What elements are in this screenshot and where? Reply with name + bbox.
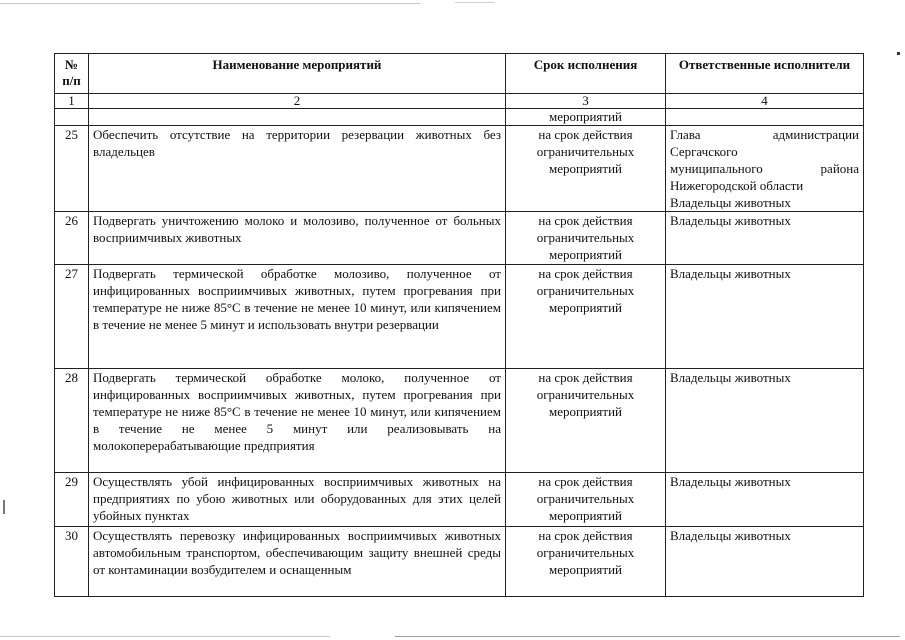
- header-resp: Ответственные исполнители: [666, 54, 864, 94]
- column-number: 2: [89, 94, 506, 109]
- scan-artifact-mark: [3, 500, 5, 514]
- row-resp: Владельцы животных: [666, 369, 864, 473]
- resp-line: Владельцы животных: [670, 195, 791, 210]
- resp-line: Глава администрации: [670, 127, 859, 142]
- row-term: мероприятий: [506, 109, 666, 126]
- row-term: на срок действия ограничительных мероприятий: [506, 473, 666, 527]
- row-term: на срок действия ограничительных мероприятий: [506, 212, 666, 265]
- column-number: 3: [506, 94, 666, 109]
- row-num: 30: [55, 527, 89, 597]
- row-resp: Владельцы животных: [666, 473, 864, 527]
- row-name: Обеспечить отсутствие на территории резервации животных без владельцев: [89, 126, 506, 212]
- row-term: на срок действия ограничительных мероприятий: [506, 265, 666, 369]
- scan-artifact-line: [0, 3, 420, 4]
- table-row: [55, 473, 864, 527]
- row-num: 29: [55, 473, 89, 527]
- table-row: [55, 369, 864, 473]
- table-row: [55, 126, 864, 212]
- row-name: Осуществлять убой инфицированных восприимчивых животных на предприятиях по убою животных или оборудованных для этих целей убойных пунктах: [89, 473, 506, 527]
- row-term: на срок действия ограничительных мероприятий: [506, 126, 666, 212]
- table-row: [55, 527, 864, 597]
- table-header-row: [55, 54, 864, 94]
- header-num: № п/п: [55, 54, 89, 94]
- row-num: 26: [55, 212, 89, 265]
- row-num: [55, 109, 89, 126]
- continuation-row: [55, 109, 864, 126]
- table-row: [55, 265, 864, 369]
- scan-artifact-mark: [897, 52, 900, 55]
- measures-table: [54, 53, 864, 597]
- row-resp: Владельцы животных: [666, 527, 864, 597]
- resp-line: Сергачского: [670, 144, 738, 159]
- table-row: [55, 212, 864, 265]
- scan-artifact-line: [0, 636, 330, 637]
- row-resp: [666, 109, 864, 126]
- column-number-row: [55, 94, 864, 109]
- scan-artifact-line: [455, 2, 495, 3]
- column-number: 4: [666, 94, 864, 109]
- resp-line: Нижегородской области: [670, 178, 804, 193]
- row-term: на срок действия ограничительных мероприятий: [506, 527, 666, 597]
- row-num: 25: [55, 126, 89, 212]
- scan-artifact-line: [395, 636, 900, 637]
- row-num: 28: [55, 369, 89, 473]
- row-resp: Владельцы животных: [666, 212, 864, 265]
- row-name: [89, 109, 506, 126]
- header-term: Срок исполнения: [506, 54, 666, 94]
- row-num: 27: [55, 265, 89, 369]
- row-resp: Владельцы животных: [666, 265, 864, 369]
- row-name: Подвергать термической обработке молоко, полученное от инфицированных восприимчивых животных, путем прогревания при температуре не ниже 85°С в течение не менее 10 минут, или кипячением в течение не менее 5 минут или реализовывать на молокоперерабатывающие предприятия: [89, 369, 506, 473]
- row-term: на срок действия ограничительных мероприятий: [506, 369, 666, 473]
- row-resp: [666, 126, 864, 212]
- header-name: Наименование мероприятий: [89, 54, 506, 94]
- row-name: Осуществлять перевозку инфицированных восприимчивых животных автомобильным транспортом, обеспечивающим защиту внешней среды от контаминации возбудителем и оснащенным: [89, 527, 506, 597]
- column-number: 1: [55, 94, 89, 109]
- row-name: Подвергать термической обработке молозиво, полученное от инфицированных восприимчивых животных, путем прогревания при температуре не ниже 85°С в течение не менее 10 минут, или кипячением в течение не менее 5 минут и использовать внутри резервации: [89, 265, 506, 369]
- resp-line: муниципального района: [670, 161, 859, 176]
- row-name: Подвергать уничтожению молоко и молозиво, полученное от больных восприимчивых животных: [89, 212, 506, 265]
